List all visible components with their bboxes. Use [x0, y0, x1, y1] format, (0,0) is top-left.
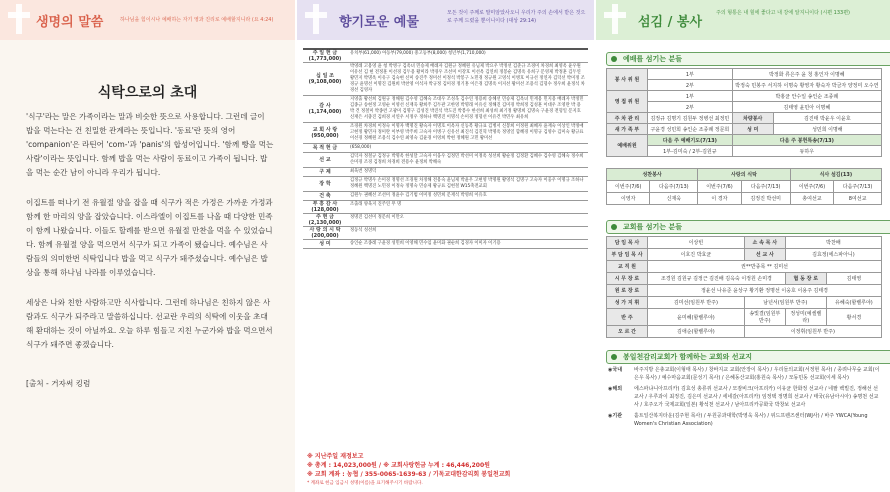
cell: 다음주(7/13)	[834, 181, 882, 193]
row-key: 담 임 목 사	[607, 237, 648, 249]
offering-row	[303, 240, 588, 249]
offering-category	[303, 214, 347, 226]
cell: 식사 섬김(13)	[790, 169, 881, 181]
cross-icon	[305, 4, 327, 34]
offering-category	[303, 123, 347, 143]
finance-line: ※ 지난주일 재정보고	[307, 453, 364, 460]
offering-row	[303, 144, 588, 153]
offering-category	[303, 177, 347, 191]
offering-header	[297, 0, 594, 40]
mission-category: ◉국내	[608, 367, 623, 373]
row-key: 소 속 목 사	[744, 237, 785, 249]
cell: 이영자	[607, 193, 650, 205]
offering-row	[303, 63, 588, 96]
offering-category	[303, 144, 347, 152]
cell: 다음주(7/13)	[741, 181, 790, 193]
row-key: 시 무 장 로	[607, 273, 648, 285]
cell: 박정숙 민봉주 서지하 이명숙 황영자 황숙자 박금자 양정미 오수연	[732, 80, 881, 91]
offering-category-label: 구 제	[319, 169, 331, 175]
offering-donors: 김정규 박명우 손미경 정명선 조경원 차정해 전용숙 윤님제 박윤우 고현영 박명원 황영석 김명구 고숙자 이웅우 이명규 조하나 정혜원 백명진 노민경 이정숙 정명숙 민승제 황규표 김현철 W15축전교회	[350, 178, 584, 189]
row-key: 오 르 간	[607, 326, 648, 338]
cell: 김미선(임원부 반주)	[648, 297, 745, 309]
cell: 구윤경 성민희 송인순 조종례 정문희	[648, 124, 733, 135]
offering-donors: 조경원 차경희 이정숙 이명자 백명진 황숙자 이명호 이옥자 신동복 황규표 김병서 신봉희 이정원 최혜자 윤재숙 이상인 박정애 고현정 황민자 정미란 이부영 박주희 고숙자 이병구 신유선 최진석 김진혁 박명옥 정영일 함혜경 이명규 김영수 김미숙 황규표 이선경 정혜원 조용석 김수연 최영숙 김윤경 이영희 박현 정혜원 고민 황미선	[350, 124, 584, 141]
offering-category	[303, 50, 347, 62]
cell: 이번주(7/6)	[790, 181, 833, 193]
cell: 다음 주 예배기도(7/13)	[648, 135, 733, 146]
service-header	[596, 0, 890, 40]
cell: 이정휘(임원부 반주)	[744, 326, 881, 338]
cell: 조경원 김원규 김정근 김진배 김옥숙 이정원 손미경	[648, 273, 786, 285]
offering-title: 향기로운 예물	[339, 15, 419, 30]
cell: 송빛결(임원부 반주)	[744, 309, 785, 326]
offering-amount: (1,773,000)	[308, 56, 342, 62]
offering-row	[303, 192, 588, 201]
mission-entries: 바주지방 은총교회(이형태 목사) / 창바지교 교회(안장이 목사) / 우리들의교회(서정현 목사) / 종려나무숲 교회(이은우 목사) / 예수마음교회(문성기 목사) / 은혜동산교회(홍원숙 목사) / 모동민동 선교회(이세 목사)	[634, 367, 880, 381]
mission-row	[608, 385, 882, 409]
offering-donors: 조출래 양육지 진주연 무 명	[350, 202, 402, 207]
offering-row	[303, 227, 588, 240]
offering-category-label: 건 축	[319, 193, 331, 199]
offering-table	[303, 48, 588, 249]
cell: 다음주(7/13)	[650, 181, 698, 193]
offering-row	[303, 96, 588, 123]
offering-category	[303, 153, 347, 167]
offering-category-label: 십 일 조	[316, 73, 334, 79]
offering-donors: 김원누 권혜선 조선미 정윤수 김기범 이미정 성민희 문재석 박영희 이유호	[350, 193, 487, 198]
sermon-header	[0, 0, 295, 40]
cell: 김진태 박윤우 이윤호	[773, 113, 881, 124]
cell: 김태영 윤민아 이명혜	[732, 102, 881, 113]
cell: 김정진 박선미	[741, 193, 790, 205]
article-title: 식탁으로의 초대	[97, 85, 198, 101]
finance-line: ※ 교회 계좌 : 농협 / 355-0065-1639-63 / 기독교대한감리회 봉일천교회	[307, 471, 511, 478]
cell: 1부-김미숙 / 2부-김원규	[648, 146, 733, 157]
row-key: 원 로 장 로	[607, 285, 648, 297]
mission-category: ◉해외	[608, 386, 623, 392]
offering-category	[303, 201, 347, 213]
offering-donors: (658,000)	[350, 145, 372, 150]
service-verse: 주의 형통은 내 힐에 좋다고 내 강에 알지니이다 (시편 133편)	[716, 10, 851, 16]
mission-list	[608, 366, 882, 428]
offering-donors: 박영례 고용영 윤 청 박병구 김옥녀 민승제 배례자 김원규 정혜원 유님제 박요우 박정선 김준규 조경미 차경희 최영옥 윤우원 이유선 김 현 전정훈 이선경 김두용 황미라 박경우 조선미 이강호 이선옥 김연희 정봉순 김명옥 유희구 문영제 박정훈 김두연 황민지 박명옥 이유구 김숙현 신미 송진주 정미선 이정석 박봉구 노민경 정규원 고영석 이병호 이규선 정연자 김덕선 박미정 조경규 윤명선 이명진 김원희 박찬영 이석자 박규정 김미경 정기홍 이은경 김명옥 이지선 황미선 조용석 김형수 정우희 윤정석 차경선 김영자	[350, 64, 585, 93]
offering-category-label: 부 흥 감 사	[312, 201, 338, 207]
offering-amount: (200,000)	[311, 233, 339, 239]
article-paragraph: 이집트를 떠나기 전 유월절 양을 잡을 때 식구가 적은 가정은 가까운 가정과 함께 한 마리의 양을 잡았습니다. 이스라엘이 이집트를 나올 때 다양한 민족이 함께 나왔습니다. 이들도 할례를 받으면 유월절 만찬을 먹을 수 있었습니다. 함께 유월절 양을 먹으면서 식구가 되고 가족이 됐습니다. 예수님은 사람들의 의미한번 식탁입니다 밥을 먹고 식구가 돼주셨습니다. 예수님은 밥상을 통해 하나님 나라를 이루었습니다.	[26, 198, 273, 277]
cell: 다음 주 봉헌특송(7/13)	[732, 135, 881, 146]
offering-donors: 지영출 황선희 김원규 정해원 김수영 김혜숙 조대우 조성욱 김수연 정용희 송혜선 민승제 김옥녀 민재용 민지용 배례자 박정민 김종규 송현정 고영순 이영선 신재욱 황희주 김두관 고한영 박명래 이유신 정해진 김미경 박희정 김성훈 이대우 조영란 박 용 박 건 정철미 박종련 고광미 김명구 김성진 박진석 박도진 박봉수 한선희 최성희 최기정 황명희 김명숙 구윤경 전형일 문지호 신재은 서충진 김희경 서연우 서정우 정하나 백명진 이명석 손미경 정형선 이유건 박민우 최유희	[350, 97, 584, 120]
cell: 윤미혜(할렐루야)	[648, 309, 745, 326]
cross-icon	[8, 4, 30, 34]
offering-category	[303, 192, 347, 200]
article-paragraph: 세상은 나와 친한 사람하고만 식사합니다. 그런데 하나님은 친하지 않은 사람과도 식구가 되주라고 말씀하십니다. 선교란 우리의 식탁에 이웃을 초대해 환대하는 것이 아닐까요. 오늘 하루 힘들고 지친 누군가와 밥을 먹으면서 식구가 돼주면 좋겠습니다.	[26, 298, 273, 349]
mission-category: ◉기관	[608, 413, 623, 419]
service-panel	[596, 0, 890, 492]
cell: 성민희 이명해	[773, 124, 881, 135]
offering-category	[303, 240, 347, 248]
offering-category-label: 사 랑 의 시 탁	[309, 227, 341, 233]
mission-row	[608, 366, 882, 382]
offering-donors: 정명진 김선미 정문희 이만오	[350, 215, 404, 220]
offering-donors: 김덕자 정철규 김정규 박명옥 한성달 고숙자 이웅우 김정민 박선미 이정옥 성선희 황순정 김정환 김혜수 김수영 김혜숙 정수희 손미경 조경 김정희 차경희 전용수 윤정희 박해숙	[350, 154, 584, 165]
cell: 2부	[648, 102, 733, 113]
offering-donors: 정동석 성선희	[350, 228, 377, 233]
offering-category	[303, 96, 347, 122]
cell: 김태영	[826, 273, 881, 285]
cell: 박찬배	[785, 237, 881, 249]
row-key: 주 차 관 리	[607, 113, 648, 124]
cell: 2부	[648, 80, 733, 91]
cell: 황서경	[826, 309, 881, 326]
offering-donors: 최육번 정명덕	[350, 169, 377, 174]
offering-amount: (2,130,000)	[308, 220, 342, 226]
row-key: 봉 사 위 원	[607, 69, 648, 91]
row-key: 영 접 위 원	[607, 91, 648, 113]
cell: 듀하우	[732, 146, 881, 157]
offering-category-label: 주 일 헌 금	[312, 50, 338, 56]
offering-row	[303, 153, 588, 168]
finance-report	[307, 452, 587, 488]
cell: 사랑의 식탁	[698, 169, 791, 181]
offering-category	[303, 168, 347, 176]
cell: 남년서(임원부 반주)	[744, 297, 826, 309]
sermon-panel	[0, 0, 295, 492]
cell: 이호진 박효균	[648, 249, 745, 261]
cell: 신재욱	[650, 193, 698, 205]
offering-row	[303, 177, 588, 192]
offering-category	[303, 63, 347, 95]
offering-amount: (1,174,000)	[308, 109, 342, 115]
offering-category-label: 감 사	[319, 103, 331, 109]
offering-amount: (950,000)	[311, 133, 339, 139]
offering-verse: 모든 것이 주께로 말미암았사오니 우리가 주의 손에서 받은 것으로 주께 드렸을 뿐이니이다 (대상 29:14)	[447, 10, 586, 24]
staff-table	[606, 236, 882, 338]
section-title: 예배를 섬기는 분들	[606, 52, 890, 66]
section-title: 교회를 섬기는 분들	[606, 220, 890, 234]
row-key: 예배위원	[607, 135, 648, 157]
article-paragraph: '식구'라는 말은 가족이라는 말과 비슷한 뜻으로 사용합니다. 그런데 글이 밥을 먹는다는 건 친밀한 관계라는 뜻입니다. '동료'란 뜻의 영어 'companion'은 라틴어 'com-'과 'panis'의 합성어입니다. '함께 빵을 먹는 사람'이라는 뜻입니다. 함께 밥을 먹는 사람이 동료이고 가족이 됩니다. 밥을 먹는 순간 남이 아니라 우리가 됩니다.	[26, 112, 274, 177]
cell: 정윤선 나유준 윤상구 황기환 정명선 이웅호 이용주 김태경	[648, 285, 882, 297]
sermon-verse: 하나님을 힘이시나 예배하는 자기 영과 진리로 예배할지니라 (요 4:24)	[120, 17, 274, 23]
cell: 성찬봉사	[607, 169, 698, 181]
cell: 권**반종목 ** 김미선	[648, 261, 882, 273]
row-key: 반 주	[607, 309, 648, 326]
mission-entries: 홀트일산복지타운(김주현 목사) / 두원공과대학(박영욱 목사) / 위드프렌즈센터(WJ사) / 바주 YWCA(Young Women's Christian Association)	[634, 413, 868, 427]
cell: 이 경자	[698, 193, 741, 205]
worship-volunteers-table	[606, 68, 882, 157]
cross-icon	[604, 4, 626, 34]
offering-category-label: 교 회 사 랑	[312, 127, 338, 133]
offering-amount: (9,108,000)	[308, 79, 342, 85]
sermon-title: 생명의 말씀	[36, 15, 104, 30]
row-key: 성 미	[732, 124, 773, 135]
offering-category-label: 목 적 헌 금	[312, 145, 338, 151]
row-key: 선 교 사	[744, 249, 785, 261]
row-key: 성 가 지 휘	[607, 297, 648, 309]
mission-entries: 에스파냐니아프리카) 김효성 총류쥐 선교사 / 모잠비크(아프리카) 이유균 한화정 선교사 / 네팔 백빌진, 정해선 선교사 / 우루과이 최정진, 김은미 선교사 / 세네갈(아프리카) 임정택 정명희 선교사 / 태국(유남아시아) 송명천 선교사 / 호주오가 국제교회(일본) 황석천 선교사 / 남아프리카공화국 박창보 선교사	[634, 386, 879, 408]
weekly-service-table	[606, 168, 882, 205]
offering-donors: 송인순 조종례 구윤경 성민희 이영해 민수임 윤미화 권순희 김경자 이미자 이기용	[350, 241, 501, 246]
offering-category-label: 주 현 금	[316, 214, 334, 220]
row-key: 협 동 장 로	[785, 273, 826, 285]
cell: 이번주(7/6)	[698, 181, 741, 193]
offering-row	[303, 168, 588, 177]
service-title: 섬김 / 봉사	[638, 15, 703, 30]
offering-panel	[297, 0, 594, 492]
cell: 1부	[648, 91, 733, 102]
cell: 총여선교	[790, 193, 833, 205]
cell: 박정화 류은주 윤 청 홍인자 이명혜	[732, 69, 881, 80]
offering-row	[303, 201, 588, 214]
offering-category	[303, 227, 347, 239]
row-key: 새 가 족 부	[607, 124, 648, 135]
offering-category-label: 장 학	[319, 181, 331, 187]
offering-row	[303, 123, 588, 144]
offering-row	[303, 48, 588, 63]
row-key: 차량봉사	[732, 113, 773, 124]
offering-donors: 유치부(61,000) 아동부(79,000) 중고등부(8,000) 청년부(1,710,000)	[350, 51, 486, 56]
cell: 8여선교	[834, 193, 882, 205]
row-key: 부 담 임 목 사	[607, 249, 648, 261]
offering-amount: (128,000)	[311, 207, 339, 213]
cell: 김애순(할렐루야)	[648, 326, 745, 338]
cell: 이상빈	[648, 237, 745, 249]
finance-note: * 계좌로 헌금 입금시 성명(이름)을 표기해주시기 바랍니다.	[307, 481, 423, 486]
offering-category-label: 선 교	[319, 157, 331, 163]
cell: 유혜숙(할렐루야)	[826, 297, 881, 309]
section-title: 봉일천감리교회가 함께하는 교회와 선교지	[606, 350, 890, 364]
cell: 1부	[648, 69, 733, 80]
mission-row	[608, 412, 882, 428]
cell: 정성미(예셀렐라)	[785, 309, 826, 326]
article-source: [출처 - 거자써 킹럼	[26, 379, 91, 388]
row-key: 교 직 원	[607, 261, 648, 273]
finance-line: ※ 총계 : 14,023,000원 / ※ 교회사랑헌금 누계 : 46,446,200원	[307, 462, 490, 469]
offering-row	[303, 214, 588, 227]
cell: 김정규 김명기 김원두 정병선 최정민	[648, 113, 733, 124]
cell: 이번주(7/6)	[607, 181, 650, 193]
offering-category-label: 성 미	[319, 241, 331, 247]
cell: 박홍균 안수일 송인순 조종례	[732, 91, 881, 102]
cell: 김효정(에스파아니)	[785, 249, 881, 261]
